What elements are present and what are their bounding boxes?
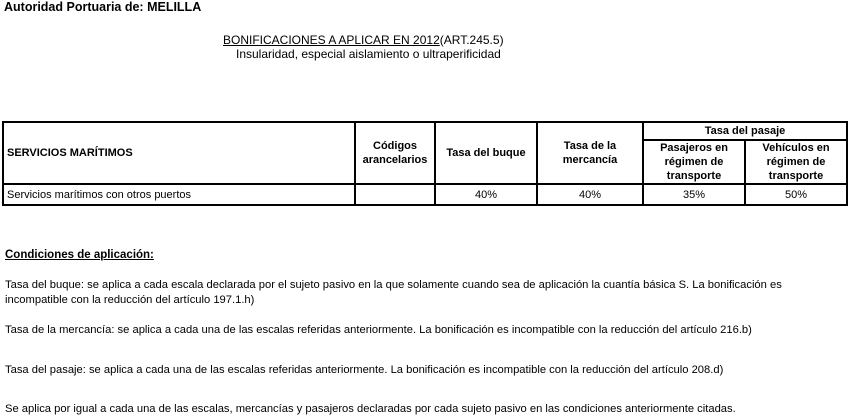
header-ship-fee: Tasa del buque [435, 122, 537, 184]
header-goods-fee-label: Tasa de la mercancía [562, 140, 618, 166]
title-main: BONIFICACIONES A APLICAR EN 2012 [223, 33, 440, 47]
header-vehicles [745, 140, 847, 184]
row-service: Servicios marítimos con otros puertos [3, 184, 355, 205]
header-passengers-label: Pasajeros en régimen de transporte [660, 142, 728, 182]
header-services: SERVICIOS MARÍTIMOS [3, 122, 355, 184]
row-vehicles: 50% [745, 184, 847, 205]
bonus-table [2, 121, 848, 206]
condition-goods-fee: Tasa de la mercancía: se aplica a cada una de las escalas referidas anteriormente. La bonificación es incompatible con la reducción del artículo 216.b) [5, 324, 752, 336]
title-article-ref: (ART.245.5) [439, 33, 504, 47]
document-subtitle: Insularidad, especial aislamiento o ultraperificidad [236, 47, 501, 61]
condition-ship-fee: Tasa del buque: se aplica a cada escala declarada por el sujeto pasivo en la que solamente cuando sea de aplicación la cuantía básica S. La bonificación es incompatible con la reducción del artículo 197.1.h) [5, 279, 782, 306]
table-row [3, 184, 847, 205]
header-passage-fee: Tasa del pasaje [643, 122, 847, 140]
condition-passage-fee: Tasa del pasaje: se aplica a cada una de las escalas referidas anteriormente. La bonificación es incompatible con la reducción del artículo 208.d) [5, 364, 724, 376]
header-codes-label: Códigos arancelarios [362, 140, 428, 166]
header-goods-fee [537, 122, 643, 184]
header-codes [355, 122, 435, 184]
condition-general: Se aplica por igual a cada una de las escalas, mercancías y pasajeros declaradas por cada sujeto pasivo en las condiciones anteriormente citadas. [5, 403, 736, 415]
header-passengers [643, 140, 745, 184]
document-title [223, 33, 504, 47]
header-vehicles-label: Vehículos en régimen de transporte [762, 142, 830, 182]
conditions-heading: Condiciones de aplicación: [5, 249, 154, 261]
row-goods-fee: 40% [537, 184, 643, 205]
port-authority-name: Autoridad Portuaria de: MELILLA [4, 0, 202, 14]
row-codes [355, 184, 435, 205]
row-ship-fee: 40% [435, 184, 537, 205]
row-passengers: 35% [643, 184, 745, 205]
